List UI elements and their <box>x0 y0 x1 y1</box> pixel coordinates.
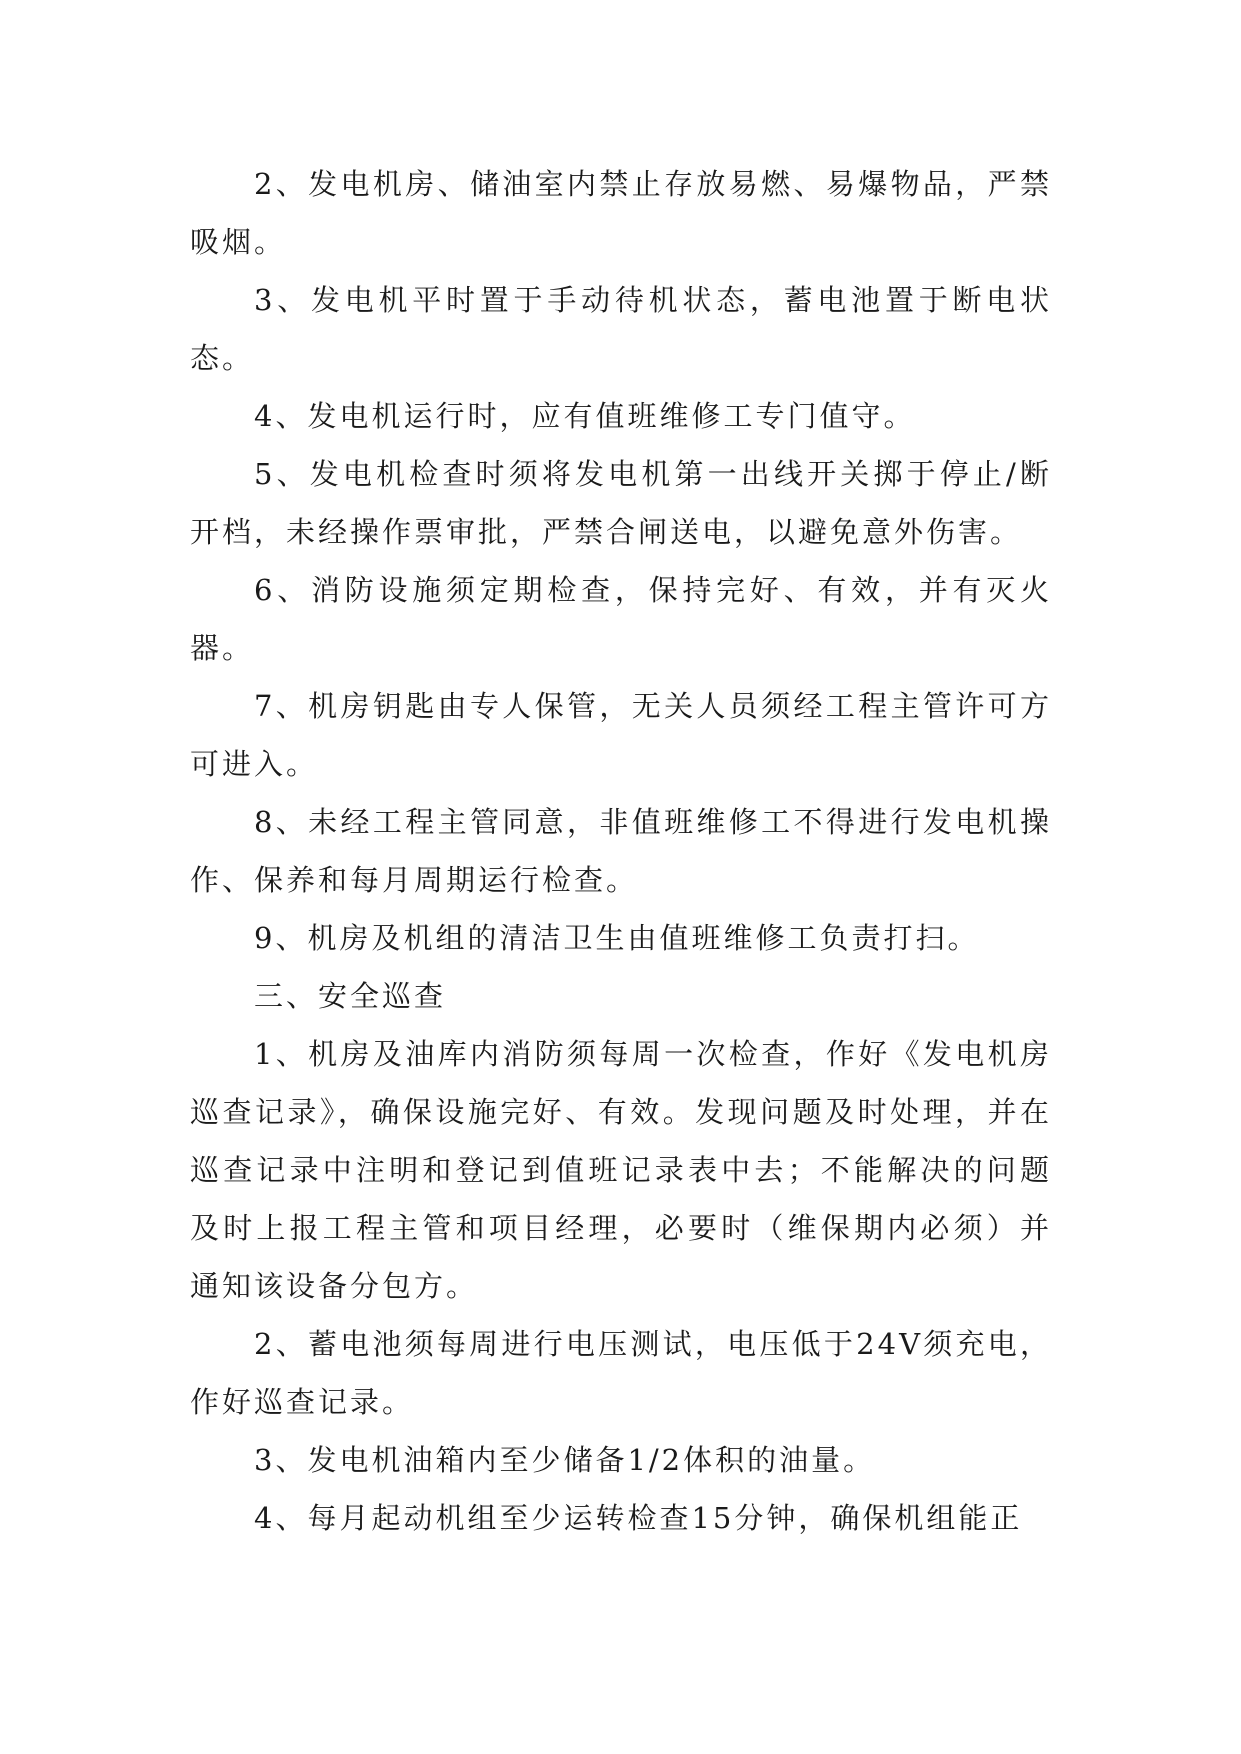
paragraph-rule-9: 9、机房及机组的清洁卫生由值班维修工负责打扫。 <box>254 921 980 955</box>
document-body <box>190 155 1052 1547</box>
paragraph-rule-5: 5、发电机检查时须将发电机第一出线开关掷于停止/断开档，未经操作票审批，严禁合闸送电，以避免意外伤害。 <box>190 457 1052 549</box>
paragraph-rule-4: 4、发电机运行时，应有值班维修工专门值守。 <box>254 399 916 433</box>
paragraph-inspection-4: 4、每月起动机组至少运转检查15分钟，确保机组能正 <box>254 1501 1023 1535</box>
paragraph-inspection-3: 3、发电机油箱内至少储备1/2体积的油量。 <box>254 1443 876 1477</box>
paragraph-rule-7: 7、机房钥匙由专人保管，无关人员须经工程主管许可方可进入。 <box>190 689 1052 781</box>
paragraph-inspection-1: 1、机房及油库内消防须每周一次检查，作好《发电机房巡查记录》，确保设施完好、有效。发现问题及时处理，并在巡查记录中注明和登记到值班记录表中去；不能解决的问题及时上报工程主管和项目经理，必要时（维保期内必须）并通知该设备分包方。 <box>190 1037 1052 1303</box>
paragraph-rule-2: 2、发电机房、储油室内禁止存放易燃、易爆物品，严禁吸烟。 <box>190 167 1052 259</box>
paragraph-rule-3: 3、发电机平时置于手动待机状态，蓄电池置于断电状态。 <box>190 283 1052 375</box>
paragraph-inspection-2: 2、蓄电池须每周进行电压测试，电压低于24V须充电，作好巡查记录。 <box>190 1327 1052 1419</box>
section-heading-safety-inspection: 三、安全巡查 <box>254 979 447 1013</box>
paragraph-rule-6: 6、消防设施须定期检查，保持完好、有效，并有灭火器。 <box>190 573 1052 665</box>
paragraph-rule-8: 8、未经工程主管同意，非值班维修工不得进行发电机操作、保养和每月周期运行检查。 <box>190 805 1052 897</box>
